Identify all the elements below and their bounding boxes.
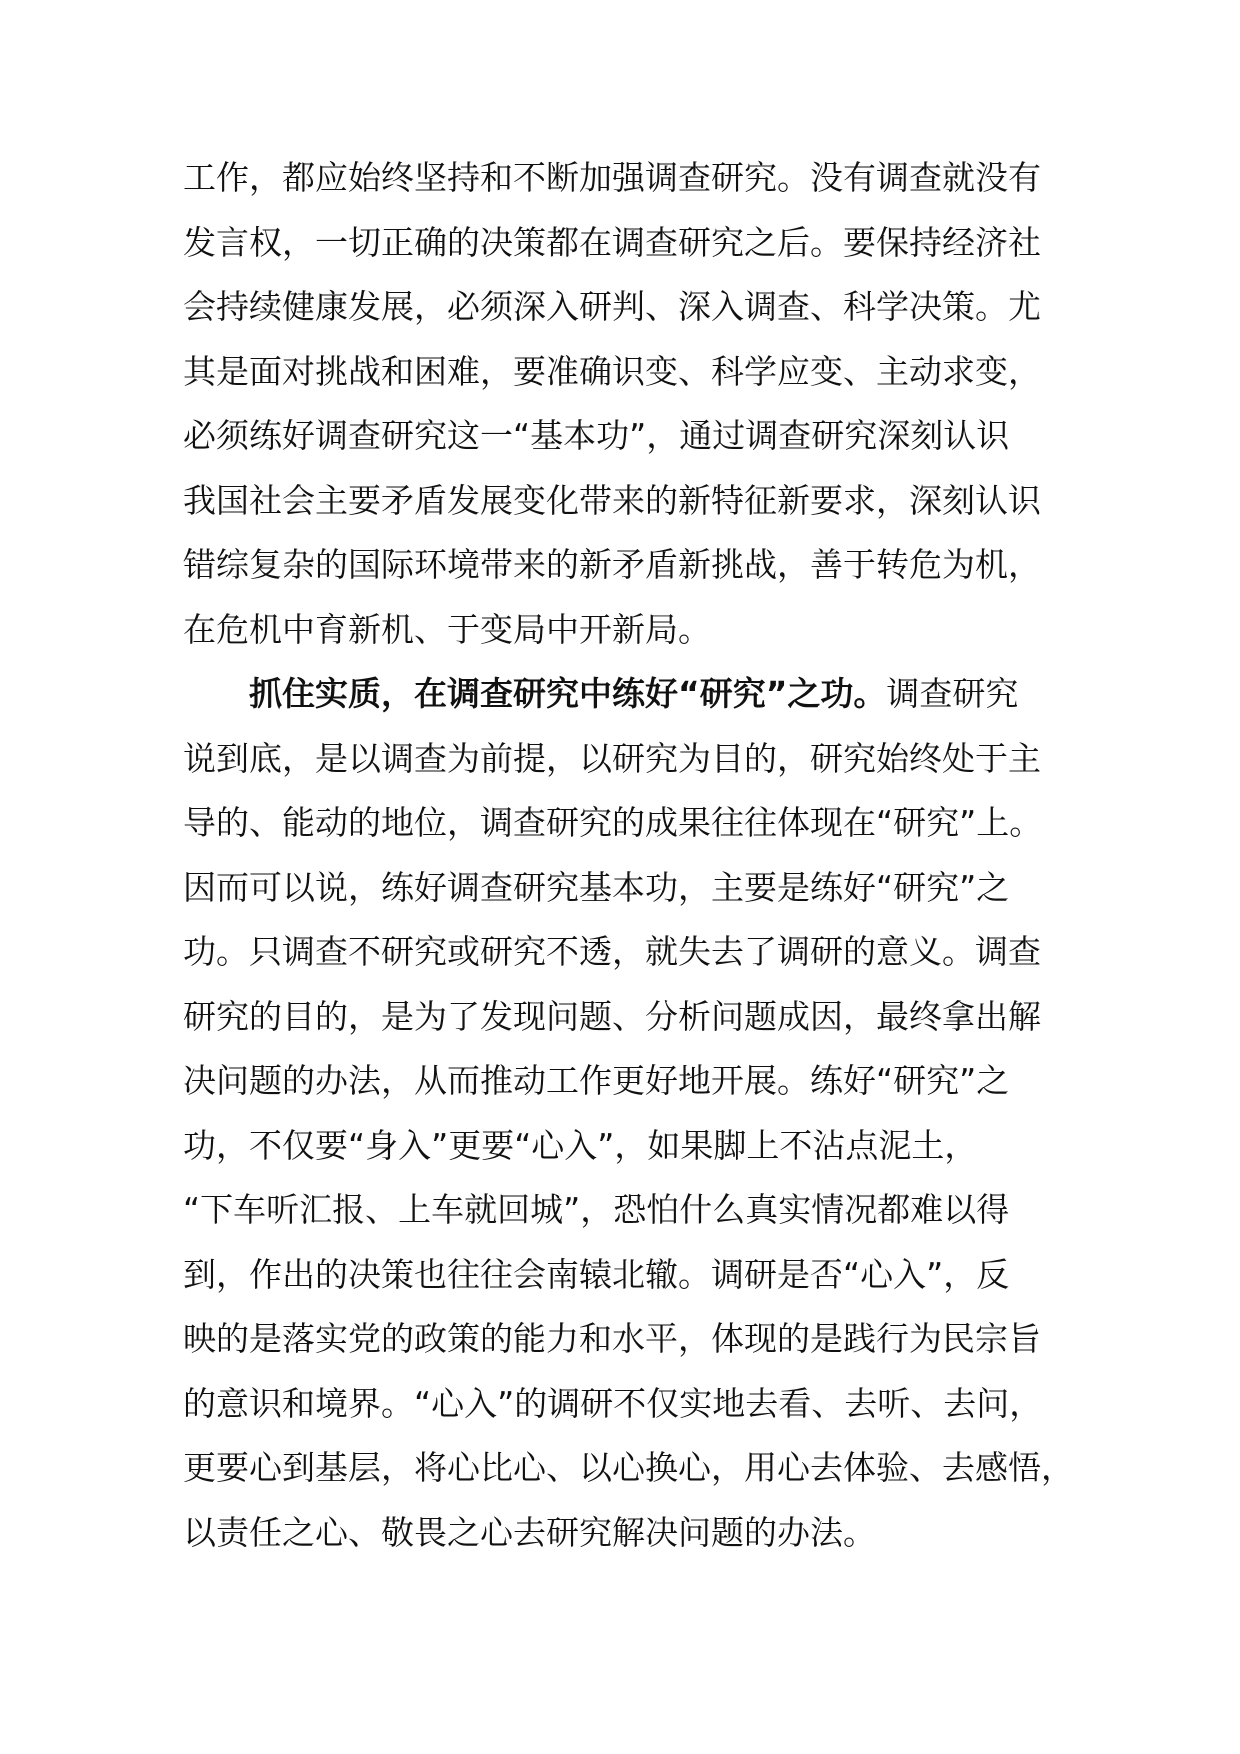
paragraph-line: 说到底，是以调查为前提，以研究为目的，研究始终处于主 (183, 738, 1041, 778)
paragraph-line: 导的、能动的地位，调查研究的成果往往体现在“研究”上。 (183, 803, 1043, 842)
paragraph-line: 决问题的办法，从而推动工作更好地开展。练好“研究”之 (183, 1061, 1010, 1100)
paragraph-line: 必须练好调查研究这一“基本功”，通过调查研究深刻认识 (183, 416, 1010, 455)
paragraph-line: 会持续健康发展，必须深入研判、深入调查、科学决策。尤 (183, 287, 1041, 326)
paragraph-line: 功，不仅要“身入”更要“心入”，如果脚上不沾点泥土， (183, 1125, 978, 1165)
paragraph-line: 工作，都应始终坚持和不断加强调查研究。没有调查就没有 (183, 158, 1041, 197)
paragraph-2 (183, 662, 1083, 1565)
paragraph-line: 其是面对挑战和困难，要准确识变、科学应变、主动求变， (183, 351, 1041, 391)
paragraph-line-rest: 调查研究 (886, 674, 1019, 713)
paragraph-line: “下车听汇报、上车就回城”，恐怕什么真实情况都难以得 (183, 1190, 1010, 1229)
paragraph-1 (183, 146, 1083, 662)
paragraph-line: 功。只调查不研究或研究不透，就失去了调研的意义。调查 (183, 932, 1041, 971)
paragraph-line: 到，作出的决策也往往会南辕北辙。调研是否“心入”，反 (183, 1254, 1010, 1294)
paragraph-line: 错综复杂的国际环境带来的新矛盾新挑战，善于转危为机， (183, 545, 1041, 584)
paragraph-line: 以责任之心、敬畏之心去研究解决问题的办法。 (183, 1512, 876, 1552)
paragraph-line: 的意识和境界。“心入”的调研不仅实地去看、去听、去问， (183, 1383, 1043, 1423)
paragraph-line: 我国社会主要矛盾发展变化带来的新特征新要求，深刻认识 (183, 480, 1041, 520)
paragraph-line: 因而可以说，练好调查研究基本功，主要是练好“研究”之 (183, 867, 1010, 907)
paragraph-line: 更要心到基层，将心比心、以心换心，用心去体验、去感悟， (183, 1448, 1074, 1487)
paragraph-heading: 抓住实质，在调查研究中练好“研究”之功。 (249, 674, 887, 713)
paragraph-line: 在危机中育新机、于变局中开新局。 (183, 609, 711, 649)
paragraph-line: 发言权，一切正确的决策都在调查研究之后。要保持经济社 (183, 222, 1041, 262)
paragraph-line: 映的是落实党的政策的能力和水平，体现的是践行为民宗旨 (183, 1319, 1041, 1358)
document-body (183, 146, 1083, 1565)
paragraph-line: 研究的目的，是为了发现问题、分析问题成因，最终拿出解 (183, 996, 1041, 1036)
paragraph-first-line (183, 662, 1083, 727)
